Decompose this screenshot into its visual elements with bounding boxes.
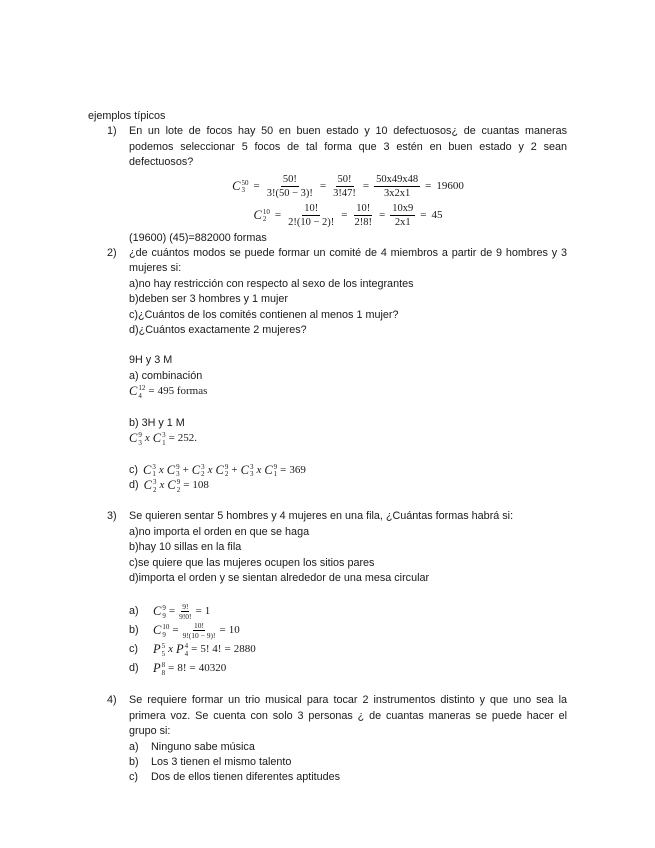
equals-sign: = — [253, 179, 260, 192]
math-term — [167, 463, 180, 478]
multiply-operator: x — [256, 463, 262, 476]
equals-sign: = — [183, 479, 190, 492]
option-line-a — [129, 740, 567, 755]
math-base: C — [152, 431, 162, 446]
math-supsub — [153, 479, 157, 494]
option-line-a: a)no importa el orden en que se haga — [129, 525, 310, 538]
math-term — [144, 478, 157, 493]
math-superscript: 9 — [176, 462, 180, 471]
formula-combination-50-3 — [129, 173, 567, 200]
answer-b-label: b) — [129, 624, 139, 637]
fraction — [390, 202, 415, 229]
equals-sign: = — [341, 208, 348, 221]
math-supsub — [138, 432, 142, 447]
option-line-c — [129, 770, 567, 785]
math-result: 1 — [204, 605, 211, 618]
option-line-b — [129, 755, 567, 770]
problem-3 — [88, 509, 567, 678]
math-subscript: 2 — [201, 470, 205, 479]
math-base: P — [153, 661, 161, 676]
option-a-label: a) — [129, 740, 139, 753]
page-title: ejemplos típicos — [88, 110, 166, 122]
problem-1 — [88, 124, 567, 246]
math-superscript: 50 — [241, 178, 249, 187]
option-line-d: d)¿Cuántos exactamente 2 mujeres? — [129, 324, 307, 337]
solution-d-line — [129, 478, 567, 493]
math-term — [176, 642, 188, 657]
plus-operator: + — [231, 463, 238, 476]
answer-d-formula — [153, 661, 226, 676]
equals-sign: = — [379, 208, 386, 221]
math-superscript: 3 — [201, 462, 205, 471]
math-result: 10 — [228, 624, 240, 637]
math-supsub — [162, 432, 166, 447]
fraction-denominator: 3x2x1 — [383, 187, 411, 199]
math-term — [254, 208, 270, 223]
math-middle: 8! — [177, 662, 187, 675]
fraction-denominator: 2!(10 − 2)! — [288, 216, 335, 228]
math-supsub — [152, 464, 156, 479]
option-line-c: c)se quiere que las mujeres ocupen los sitios pares — [129, 556, 375, 569]
equals-sign: = — [425, 179, 432, 192]
multiply-operator: x — [207, 463, 213, 476]
fraction-denominator: 9!0! — [179, 612, 192, 622]
fraction-denominator: 3!47! — [333, 187, 356, 199]
math-supsub — [225, 464, 229, 479]
problem-3-body — [129, 509, 567, 678]
math-superscript: 4 — [184, 642, 189, 651]
math-term — [241, 463, 254, 478]
equals-sign: = — [168, 605, 176, 618]
answer-c-row — [129, 640, 567, 659]
math-base: C — [167, 478, 176, 493]
plus-operator: + — [182, 463, 189, 476]
math-subscript: 8 — [161, 668, 166, 677]
fraction — [286, 202, 336, 229]
math-subscript: 3 — [249, 470, 254, 479]
fraction — [182, 621, 217, 640]
solution-b-formula — [129, 431, 197, 446]
math-term — [153, 431, 166, 446]
math-term — [232, 179, 248, 194]
solution-intro: 9H y 3 M — [129, 354, 173, 367]
fraction-numerator: 10! — [304, 202, 319, 214]
math-superscript: 9 — [224, 462, 229, 471]
math-subscript: 2 — [262, 215, 267, 224]
math-supsub — [138, 385, 145, 400]
math-base: C — [129, 431, 138, 446]
math-base: C — [129, 384, 138, 399]
math-term — [153, 623, 169, 638]
math-superscript: 9 — [273, 462, 278, 471]
fraction-numerator: 50! — [337, 173, 352, 185]
option-c-label: c) — [129, 771, 138, 784]
math-base: C — [166, 462, 176, 477]
solution-c-line — [129, 463, 567, 478]
math-result: 40320 — [198, 662, 227, 675]
option-line-c: c)¿Cuántos de los comités contienen al menos 1 mujer? — [129, 308, 399, 321]
problem-4 — [88, 693, 567, 785]
answer-c-label: c) — [129, 643, 138, 656]
fraction — [353, 202, 375, 229]
math-subscript: 3 — [176, 470, 180, 479]
solution-b-label: b) 3H y 1 M — [129, 416, 185, 429]
problem-2 — [88, 246, 567, 493]
fraction — [331, 173, 358, 200]
math-superscript: 3 — [152, 478, 157, 487]
math-term — [216, 463, 229, 478]
math-subscript: 1 — [273, 470, 278, 479]
equals-sign: = — [420, 208, 427, 221]
solution-c-formula — [143, 463, 306, 478]
math-middle: 5! 4! — [200, 643, 222, 656]
fraction — [178, 602, 193, 621]
math-term — [264, 463, 277, 478]
math-superscript: 12 — [138, 384, 146, 393]
math-subscript: 3 — [241, 186, 246, 195]
math-base: C — [143, 462, 152, 477]
math-superscript: 3 — [162, 431, 166, 440]
fraction — [374, 173, 420, 200]
answer-b-row — [129, 621, 567, 640]
math-result: 2880 — [233, 643, 256, 656]
math-base: C — [143, 478, 152, 493]
math-term — [153, 642, 165, 657]
math-superscript: 8 — [161, 661, 166, 670]
math-superscript: 10 — [162, 623, 170, 632]
problem-1-number: 1) — [107, 125, 117, 138]
solution-c-label: c) — [129, 463, 138, 476]
equals-sign: = — [319, 179, 327, 192]
math-superscript: 9 — [176, 478, 181, 487]
math-base: C — [240, 462, 249, 477]
multiply-operator: x — [168, 643, 174, 656]
math-term — [167, 478, 180, 493]
equals-sign: = — [224, 643, 231, 656]
math-supsub — [162, 605, 166, 620]
math-superscript: 5 — [161, 642, 166, 651]
answer-a-formula — [153, 602, 210, 621]
math-subscript: 2 — [176, 485, 181, 494]
math-supsub — [250, 464, 254, 479]
fraction-denominator: 9!(10 − 9)! — [182, 631, 216, 641]
answer-d-row — [129, 659, 567, 678]
math-base: C — [253, 207, 262, 222]
math-supsub — [185, 643, 189, 658]
math-subscript: 1 — [152, 470, 156, 479]
math-result: 495 formas — [157, 385, 208, 398]
math-subscript: 2 — [224, 470, 229, 479]
option-line-a: a)no hay restricción con respecto al sexo de los integrantes — [129, 277, 414, 290]
problem-3-statement: Se quieren sentar 5 hombres y 4 mujeres en una fila, ¿Cuántas formas habrá si: — [129, 510, 514, 523]
answer-b-formula — [153, 621, 240, 640]
solution-d-formula — [144, 478, 209, 493]
math-subscript: 3 — [138, 438, 142, 447]
equals-sign: = — [172, 624, 179, 637]
math-result: 108 — [192, 479, 209, 492]
math-term — [143, 463, 156, 478]
fraction — [265, 173, 315, 200]
problem-2-statement: ¿de cuántos modos se puede formar un comité de 4 miembros a partir de 9 hombres y 3 mujeres si: — [129, 247, 567, 275]
problem-4-statement: Se requiere formar un trio musical para tocar 2 instrumentos distinto y que uno sea la primera voz. Se cuenta con solo 3 personas ¿ de cuantas maneras se puede hacer el grupo si: — [129, 694, 567, 738]
math-superscript: 9 — [162, 604, 166, 613]
fraction-numerator: 10x9 — [392, 202, 414, 214]
equals-sign: = — [191, 643, 198, 656]
problem-4-body — [129, 693, 567, 785]
math-result: 369 — [289, 463, 306, 476]
math-term — [153, 661, 165, 676]
math-result: 19600 — [436, 179, 464, 192]
fraction-denominator: 3!(50 − 3)! — [266, 187, 313, 199]
answer-c-formula — [153, 642, 256, 657]
math-base: P — [176, 642, 184, 657]
solution-a-label: a) combinación — [129, 369, 203, 382]
problem-3-number: 3) — [107, 510, 117, 523]
equals-sign: = — [168, 662, 175, 675]
math-subscript: 4 — [184, 649, 189, 658]
equals-sign: = — [280, 463, 287, 476]
math-supsub — [263, 209, 270, 224]
math-term — [153, 604, 166, 619]
equals-sign: = — [274, 208, 282, 221]
equals-sign: = — [148, 385, 155, 398]
math-supsub — [201, 464, 205, 479]
solution-a-formula — [129, 384, 207, 399]
math-superscript: 9 — [138, 431, 142, 440]
option-c-text: Dos de ellos tienen diferentes aptitudes — [151, 771, 341, 784]
answer-a-row — [129, 602, 567, 621]
equals-sign: = — [219, 624, 226, 637]
equals-sign: = — [195, 605, 202, 618]
math-base: C — [153, 623, 162, 638]
math-supsub — [177, 479, 181, 494]
math-subscript: 9 — [162, 611, 166, 620]
problem-4-number: 4) — [107, 694, 117, 707]
equals-sign: = — [362, 179, 370, 192]
math-subscript: 9 — [162, 630, 166, 639]
math-superscript: 3 — [249, 462, 254, 471]
math-base: C — [215, 462, 224, 477]
fraction-numerator: 10! — [356, 202, 371, 214]
math-term — [129, 431, 142, 446]
option-a-text: Ninguno sabe música — [151, 740, 255, 753]
math-supsub — [162, 624, 169, 639]
math-supsub — [162, 643, 166, 658]
problem-1-statement: En un lote de focos hay 50 en buen estado y 10 defectuosos¿ de cuantas maneras podemos seleccionar 5 focos de tal forma que 3 estén en buen estado y 2 sean defectuosos? — [129, 125, 567, 169]
math-result: 252. — [177, 432, 198, 445]
math-supsub — [242, 180, 249, 195]
answer-a-label: a) — [129, 605, 139, 618]
math-term — [192, 463, 205, 478]
multiply-operator: x — [144, 432, 150, 445]
multiply-operator: x — [158, 463, 164, 476]
fraction-numerator: 9! — [182, 602, 189, 612]
problem-2-body — [129, 246, 567, 493]
math-supsub — [162, 662, 166, 677]
math-superscript: 3 — [152, 462, 156, 471]
problem-1-body — [129, 124, 567, 246]
math-base: C — [153, 604, 162, 619]
math-supsub — [176, 464, 180, 479]
multiply-operator: x — [159, 479, 165, 492]
math-supsub — [274, 464, 278, 479]
fraction-numerator: 10! — [194, 621, 205, 631]
math-subscript: 1 — [162, 438, 166, 447]
math-term — [129, 384, 145, 399]
option-line-b: b)hay 10 sillas en la fila — [129, 541, 242, 554]
fraction-denominator: 2!8! — [354, 216, 372, 228]
option-b-text: Los 3 tienen el mismo talento — [151, 755, 292, 768]
math-subscript: 5 — [161, 649, 166, 658]
math-base: C — [191, 462, 201, 477]
equals-sign: = — [168, 432, 175, 445]
answer-d-label: d) — [129, 662, 139, 675]
option-line-d: d)importa el orden y se sientan alrededor de una mesa circular — [129, 571, 430, 584]
problem-3-answers — [129, 602, 567, 678]
option-b-label: b) — [129, 755, 139, 768]
math-subscript: 4 — [138, 391, 142, 400]
math-base: P — [153, 642, 161, 657]
solution-d-label: d) — [129, 478, 139, 491]
equals-sign: = — [189, 662, 196, 675]
math-superscript: 10 — [262, 207, 270, 216]
math-base: C — [264, 462, 273, 477]
problem-1-answer: (19600) (45)=882000 formas — [129, 231, 267, 244]
fraction-numerator: 50x49x48 — [376, 173, 419, 185]
math-base: C — [232, 178, 241, 193]
option-line-b: b)deben ser 3 hombres y 1 mujer — [129, 293, 289, 306]
math-subscript: 2 — [152, 485, 157, 494]
math-result: 45 — [431, 208, 443, 221]
fraction-numerator: 50! — [282, 173, 297, 185]
problem-2-number: 2) — [107, 247, 117, 260]
fraction-denominator: 2x1 — [394, 216, 411, 228]
formula-combination-10-2 — [129, 202, 567, 229]
